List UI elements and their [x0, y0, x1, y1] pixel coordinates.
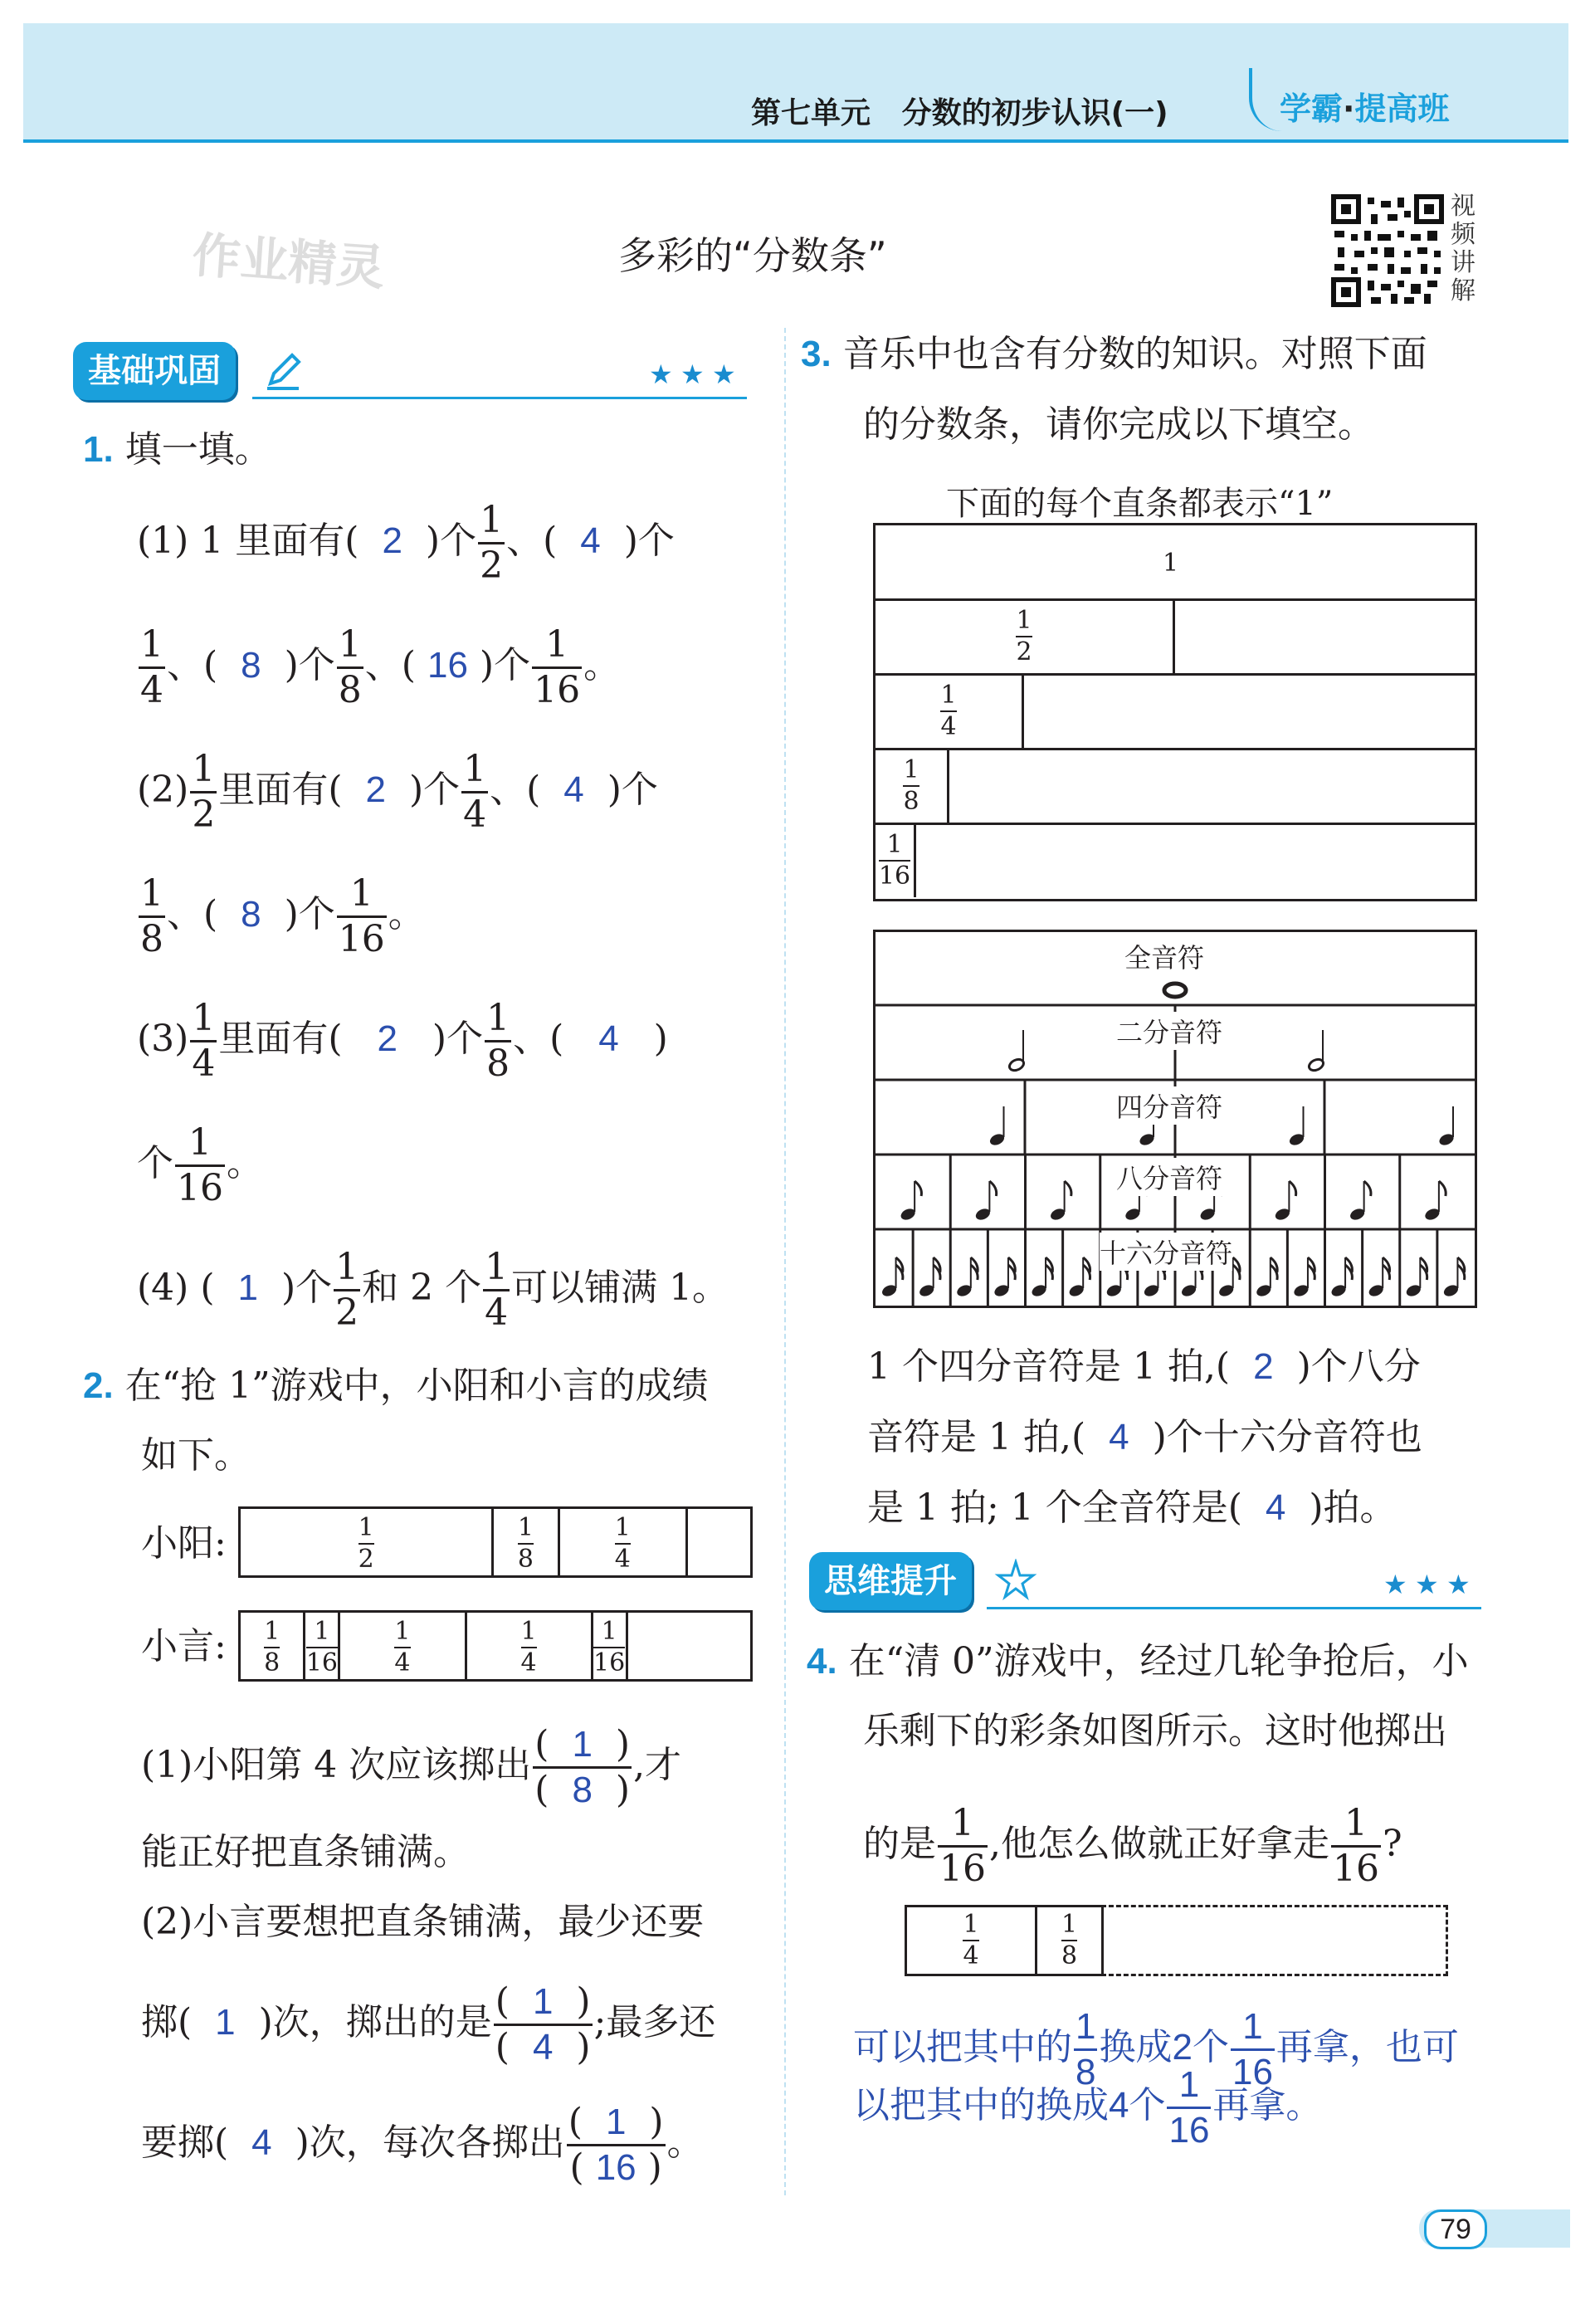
q2-part1: (1)小阳第 4 次应该掷出 $\frac{( 1 )}{( 8 )}$ ,才	[141, 1723, 682, 1811]
q1-p3-answer-2[interactable]: 4	[598, 1018, 619, 1059]
q2-p1-answer-n[interactable]: 1	[572, 1724, 593, 1765]
q2-p2-answer-d[interactable]: 4	[532, 2027, 554, 2068]
q1-part1-line2: $\frac{1}{4}$ 、( 8 )个 $\frac{1}{8}$ 、( 16 )个 $\frac{1}{16}$ 。	[140, 623, 621, 711]
music-notes-diagram	[873, 930, 1477, 1308]
q4-strip: 1 4 1 8	[905, 1905, 1448, 1976]
eighth-note-icon	[1274, 1181, 1296, 1222]
fraction-half: $\frac{1}{2}$	[480, 499, 504, 587]
q2-p1-answer-d[interactable]: 8	[572, 1770, 593, 1810]
q3-answer-1[interactable]: 2	[1253, 1346, 1274, 1387]
xiaoyan-label: 小言:	[141, 1625, 227, 1667]
fraction-bars	[873, 523, 1477, 901]
q1-stem: 1. 填一填。	[83, 428, 271, 471]
q4-stem: 4. 在“清 0”游戏中，经过几轮争抢后，小	[807, 1640, 1469, 1682]
q4-stem-2: 乐剩下的彩条如图所示。这时他掷出	[863, 1710, 1447, 1752]
eighth-note-icon	[974, 1181, 997, 1222]
bar-quarter: 1 4	[876, 675, 1475, 750]
sixteenth-note-icon	[1067, 1257, 1090, 1298]
brand-logo: 学霸·提高班	[1280, 90, 1450, 127]
xiaoyang-label: 小阳:	[141, 1522, 227, 1565]
column-divider	[784, 328, 786, 2195]
q1-p2-answer-3[interactable]: 8	[241, 894, 261, 935]
q2-stem-2: 如下。	[141, 1434, 251, 1477]
pencil-icon	[262, 350, 304, 395]
header-unit: 第七单元 分数的初步认识(一)	[751, 96, 1168, 130]
section-basic-label: 基础巩固	[73, 342, 236, 400]
fraction-sixteenth: $\frac{1}{16}$	[534, 623, 581, 711]
q1-part3-line2: 个 $\frac{1}{16}$ 。	[137, 1121, 263, 1209]
sixteenth-note-icon	[880, 1257, 903, 1298]
watermark: 作业精灵	[190, 226, 387, 296]
whole-note-icon	[1164, 984, 1186, 997]
q2-p2-answer-n[interactable]: 1	[532, 1981, 554, 2022]
sixteenth-note-icon	[1329, 1257, 1352, 1298]
star-icon: ★	[712, 359, 736, 390]
eighth-note-icon	[1423, 1181, 1446, 1222]
note-label-eighth: 八分音符	[1116, 1158, 1222, 1196]
note-label-whole: 全音符	[1124, 942, 1205, 974]
q1-p1-answer-2[interactable]: 4	[580, 520, 601, 561]
section-advanced-label: 思维提升	[809, 1552, 972, 1610]
q1-p1-answer-4[interactable]: 16	[427, 645, 468, 686]
q2-p2-answer-2[interactable]: 4	[251, 2122, 272, 2163]
q1-p1-answer-1[interactable]: 2	[382, 520, 402, 561]
xiaoyan-strip: $\frac{1}{8}$ $\frac{1}{16}$ $\frac{1}{4}$ $\frac{1}{4}$ $\frac{1}{16}$	[238, 1610, 753, 1682]
q1-part3-line1: (3) $\frac{1}{4}$ 里面有( 2 )个 $\frac{1}{8}$ 、( 4 )	[137, 997, 668, 1085]
xiaoyang-strip: $\frac{1}{2}$ $\frac{1}{8}$ $\frac{1}{4}$	[238, 1506, 753, 1578]
q3-fill-1: 1 个四分音符是 1 拍,( 2 )个八分	[867, 1345, 1421, 1388]
q1-p3-answer-1[interactable]: 2	[377, 1018, 398, 1059]
sparkle-icon	[993, 1559, 1038, 1607]
star-icon: ★	[1415, 1569, 1439, 1600]
sixteenth-note-icon	[918, 1257, 940, 1298]
eighth-note-icon	[899, 1181, 921, 1222]
q1-p1-answer-3[interactable]: 8	[241, 645, 261, 686]
quarter-note-icon	[1288, 1106, 1305, 1147]
q2-p2-answer-d2[interactable]: 16	[595, 2147, 637, 2188]
qr-label: 视频讲解	[1451, 192, 1475, 305]
q3-fill-3: 是 1 拍; 1 个全音符是( 4 )拍。	[867, 1487, 1397, 1529]
q2-stem: 2. 在“抢 1”游戏中，小阳和小言的成绩	[83, 1365, 709, 1407]
q4-stem-3: 的是 $\frac{1}{16}$ ,他怎么做就正好拿走 $\frac{1}{16}$ ?	[863, 1802, 1402, 1890]
quarter-note-icon	[988, 1106, 1006, 1147]
q1-p4-answer[interactable]: 1	[237, 1267, 258, 1308]
page-number: 79	[1424, 2209, 1487, 2249]
q3-caption: 下面的每个直条都表示“1”	[946, 485, 1334, 523]
half-note-icon	[1307, 1030, 1324, 1072]
q3-fill-2: 音符是 1 拍,( 4 )个十六分音符也	[867, 1416, 1422, 1458]
note-label-quarter: 四分音符	[1116, 1086, 1222, 1125]
q3-answer-2[interactable]: 4	[1109, 1417, 1129, 1457]
star-icon: ★	[1383, 1569, 1407, 1600]
sixteenth-note-icon	[955, 1257, 978, 1298]
q2-p2-answer-n2[interactable]: 1	[605, 2102, 627, 2142]
q2-p2-answer-1[interactable]: 1	[215, 2002, 236, 2043]
q1-p2-answer-1[interactable]: 2	[365, 769, 386, 810]
sixteenth-note-icon	[1405, 1257, 1427, 1298]
sixteenth-note-icon	[1442, 1257, 1465, 1298]
eighth-note-icon	[1349, 1181, 1371, 1222]
q1-part4: (4) ( 1 )个 $\frac{1}{2}$ 和 2 个 $\frac{1}{4}$ 可以铺满 1。	[137, 1246, 729, 1334]
q4-answer-line1[interactable]: 可以把其中的 $\frac{1}{8}$ 换成2个 $\frac{1}{16}$ 再拿，也可	[853, 2006, 1459, 2092]
fraction-quarter: $\frac{1}{4}$	[140, 623, 163, 711]
q3-answer-3[interactable]: 4	[1265, 1487, 1286, 1528]
note-label-sixteenth: 十六分音符	[1100, 1233, 1232, 1271]
q3-stem: 3. 音乐中也含有分数的知识。对照下面	[801, 333, 1427, 375]
q1-part2-line1: (2) $\frac{1}{2}$ 里面有( 2 )个 $\frac{1}{4}$ 、( 4 )个	[137, 748, 658, 836]
sixteenth-note-icon	[1367, 1257, 1389, 1298]
q2-part2-line2: 掷( 1 )次，掷出的是 $\frac{( 1 )}{( 4 )}$ ;最多还	[141, 1980, 716, 2068]
bar-whole: 1	[876, 525, 1475, 601]
q3-stem-2: 的分数条，请你完成以下填空。	[863, 403, 1374, 446]
eighth-note-icon	[1049, 1181, 1071, 1222]
star-icon: ★	[680, 359, 705, 390]
bar-half: 1 2	[876, 600, 1475, 676]
star-icon: ★	[649, 359, 673, 390]
q1-part2-line2: $\frac{1}{8}$ 、( 8 )个 $\frac{1}{16}$ 。	[140, 872, 425, 960]
page-title: 多彩的“分数条”	[618, 233, 887, 278]
qr-code-icon[interactable]	[1331, 194, 1444, 307]
sixteenth-note-icon	[1030, 1257, 1052, 1298]
q1-part1-line1: (1) 1 里面有( 2 )个 $\frac{1}{2}$ 、( 4 )个	[137, 499, 675, 587]
q2-part2-line3: 要掷( 4 )次，每次各掷出 $\frac{( 1 )}{( 16 )}$ 。	[141, 2101, 704, 2189]
half-note-icon	[1007, 1030, 1025, 1072]
section-advanced	[809, 1552, 1481, 1615]
q1-p2-answer-2[interactable]: 4	[563, 769, 584, 810]
sixteenth-note-icon	[1255, 1257, 1277, 1298]
quarter-note-icon	[1437, 1106, 1455, 1147]
fraction-eighth: $\frac{1}{8}$	[338, 623, 362, 711]
q2-part2-line1: (2)小言要想把直条铺满，最少还要	[141, 1901, 705, 1943]
q4-answer-line2[interactable]: 以把其中的换成4个 $\frac{1}{16}$ 再拿。	[853, 2064, 1323, 2151]
sixteenth-note-icon	[993, 1257, 1015, 1298]
q2-part1-line2: 能正好把直条铺满。	[141, 1831, 470, 1873]
star-icon: ★	[1446, 1569, 1471, 1600]
note-label-half: 二分音符	[1116, 1012, 1222, 1050]
bar-eighth: 1 8	[876, 749, 1475, 825]
section-basic	[73, 342, 747, 405]
sixteenth-note-icon	[1292, 1257, 1315, 1298]
bar-sixteenth: 1 16	[876, 824, 1475, 897]
